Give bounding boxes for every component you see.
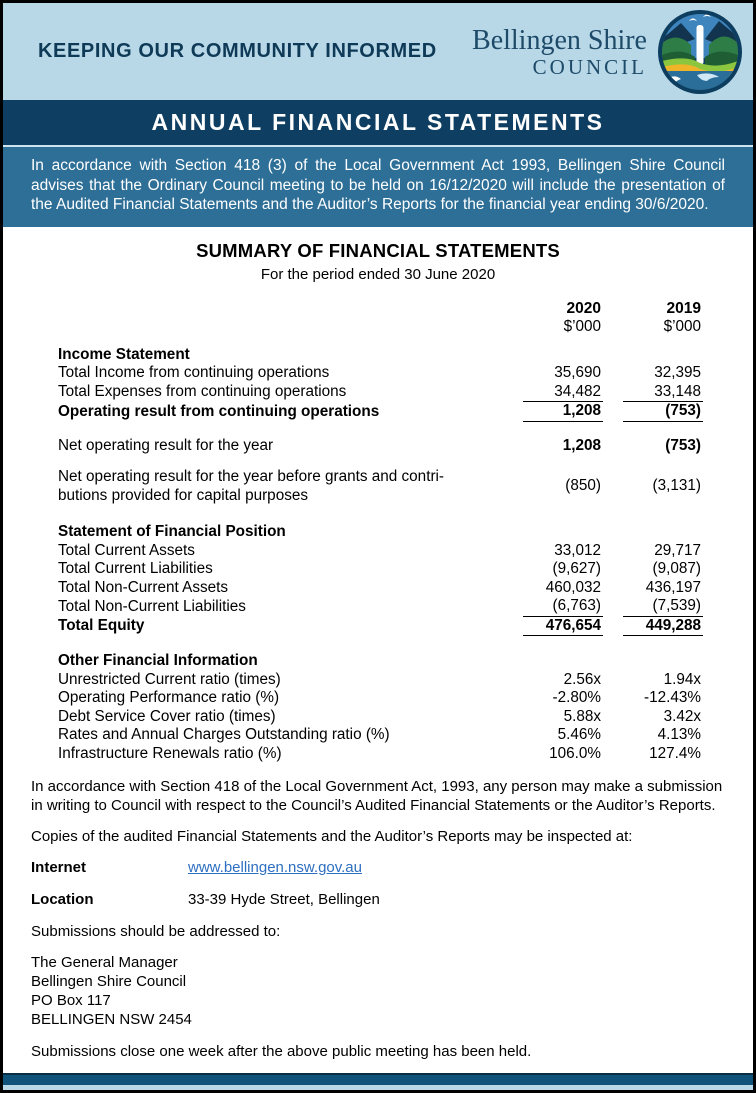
summary-title: SUMMARY OF FINANCIAL STATEMENTS <box>196 239 560 261</box>
units-2019: $’000 <box>663 317 701 335</box>
internet-label: Internet <box>31 859 87 876</box>
value-v2019: 3.42x <box>663 707 701 725</box>
summary-subtitle: For the period ended 30 June 2020 <box>260 265 496 283</box>
tagline: KEEPING OUR COMMUNITY INFORMED <box>38 40 437 62</box>
value-v2019: 4.13% <box>657 726 701 743</box>
table-section-heading: Other Financial Information <box>58 652 258 669</box>
table-row <box>58 542 703 561</box>
table-row <box>58 364 703 383</box>
table-row <box>58 689 703 708</box>
value-v2019: (9,087) <box>652 560 701 577</box>
location-row <box>31 890 725 909</box>
value-v2020: 5.46% <box>557 726 601 743</box>
value-v2020: 1,208 <box>523 402 603 422</box>
value-v2019: 436,197 <box>645 578 701 596</box>
value-v2019: 29,717 <box>654 541 701 559</box>
value-v2020: 35,690 <box>554 364 601 381</box>
value-v2020: (9,627) <box>552 560 601 577</box>
row-label: Rates and Annual Charges Outstanding ratio (%) <box>58 726 390 743</box>
value-v2020: 1,208 <box>562 436 601 454</box>
table-row <box>58 468 703 505</box>
row-label: Operating Performance ratio (%) <box>58 689 280 706</box>
table-row <box>58 579 703 598</box>
address-line: BELLINGEN NSW 2454 <box>31 1011 192 1028</box>
value-v2019: 127.4% <box>649 744 701 762</box>
location-value: 33-39 Hyde Street, Bellingen <box>188 891 380 908</box>
value-v2019: (753) <box>665 436 701 454</box>
table-row <box>58 437 703 456</box>
address-line: The General Manager <box>31 954 178 971</box>
internet-row <box>31 858 725 877</box>
row-label: Total Income from continuing operations <box>58 364 330 381</box>
table-row <box>58 560 703 579</box>
value-v2019: -12.43% <box>644 689 701 706</box>
value-v2019: (3,131) <box>652 477 701 495</box>
table-year-header <box>58 299 703 318</box>
table-gap <box>58 636 703 652</box>
value-v2020: 34,482 <box>523 383 603 403</box>
row-label: Net operating result for the year <box>58 436 274 454</box>
row-label: Net operating result for the year before grants and contri- butions provided for capital purposes <box>58 468 445 504</box>
row-label: Debt Service Cover ratio (times) <box>58 707 276 725</box>
value-v2019: (753) <box>623 402 703 422</box>
row-label: Operating result from continuing operations <box>58 402 380 420</box>
address-line: PO Box 117 <box>31 992 111 1009</box>
table-row <box>58 597 703 617</box>
brand-council: COUNCIL <box>532 54 647 79</box>
value-v2020: 33,012 <box>554 541 601 559</box>
financial-summary-table <box>58 299 703 764</box>
table-row <box>58 726 703 745</box>
row-label: Total Non-Current Assets <box>58 578 229 596</box>
postal-address <box>31 953 725 1029</box>
copies-paragraph: Copies of the audited Financial Statements and the Auditor’s Reports may be inspected at: <box>31 828 633 845</box>
row-label: Infrastructure Renewals ratio (%) <box>58 744 282 762</box>
value-v2020: (850) <box>565 477 601 495</box>
table-units-header <box>58 318 703 336</box>
bottom-bar-light <box>3 1085 753 1090</box>
table-row <box>58 708 703 727</box>
page-title: ANNUAL FINANCIAL STATEMENTS <box>151 109 605 135</box>
table-section-heading: Statement of Financial Position <box>58 523 286 540</box>
brand-name: Bellingen Shire <box>472 24 647 56</box>
table-gap <box>58 455 703 468</box>
value-v2019: (7,539) <box>623 597 703 617</box>
table-row <box>58 617 703 637</box>
value-v2020: 106.0% <box>549 744 601 762</box>
value-v2020: (6,763) <box>523 597 603 617</box>
summary-header <box>3 240 753 283</box>
table-gap <box>58 422 703 437</box>
table-gap <box>58 505 703 523</box>
bottom-bar <box>3 1073 753 1090</box>
table-row <box>58 402 703 422</box>
value-v2019: 32,395 <box>654 364 701 381</box>
col-header-2020: 2020 <box>566 299 601 317</box>
masthead <box>3 3 753 100</box>
col-header-2019: 2019 <box>666 299 701 317</box>
value-v2020: 460,032 <box>545 578 601 596</box>
table-body <box>58 346 703 764</box>
council-website-link[interactable]: www.bellingen.nsw.gov.au <box>188 859 362 876</box>
bottom-bar-dark <box>3 1073 753 1085</box>
closing-paragraph: Submissions close one week after the above public meeting has been held. <box>31 1043 532 1060</box>
addressed-paragraph: Submissions should be addressed to: <box>31 923 281 940</box>
location-label: Location <box>31 891 94 908</box>
row-label: Total Expenses from continuing operations <box>58 383 347 400</box>
value-v2019: 33,148 <box>623 383 703 403</box>
value-v2020: -2.80% <box>552 689 601 706</box>
footer-text <box>31 777 725 1073</box>
value-v2019: 1.94x <box>663 670 701 688</box>
address-line: Bellingen Shire Council <box>31 973 187 990</box>
row-label: Total Equity <box>58 617 145 634</box>
row-label: Unrestricted Current ratio (times) <box>58 670 281 688</box>
council-wordmark <box>472 26 647 78</box>
row-label: Total Current Liabilities <box>58 560 213 577</box>
row-label: Total Current Assets <box>58 541 195 559</box>
notice-paragraph: In accordance with Section 418 (3) of the Local Government Act 1993, Bellingen Shire Council advises that the Ordinary Council meeting to be held on 16/12/2020 will include the presentation of the Audited Financial Statements and the Auditor’s Reports for the financial year ending 30/6/2020. <box>3 147 753 227</box>
value-v2019: 449,288 <box>623 617 703 637</box>
row-label: Total Non-Current Liabilities <box>58 597 246 615</box>
units-2020: $’000 <box>563 317 601 335</box>
council-brand <box>472 9 743 95</box>
council-logo-icon <box>657 9 743 95</box>
submission-paragraph: In accordance with Section 418 of the Local Government Act, 1993, any person may make a submission in writing to Council with respect to the Council’s Audited Financial Statements or the Auditor’s Reports. <box>31 778 723 814</box>
table-row <box>58 383 703 403</box>
value-v2020: 2.56x <box>563 670 601 688</box>
value-v2020: 476,654 <box>523 617 603 637</box>
table-row <box>58 671 703 690</box>
title-banner <box>3 100 753 145</box>
table-row <box>58 745 703 764</box>
table-section-heading: Income Statement <box>58 345 190 363</box>
value-v2020: 5.88x <box>563 707 601 725</box>
